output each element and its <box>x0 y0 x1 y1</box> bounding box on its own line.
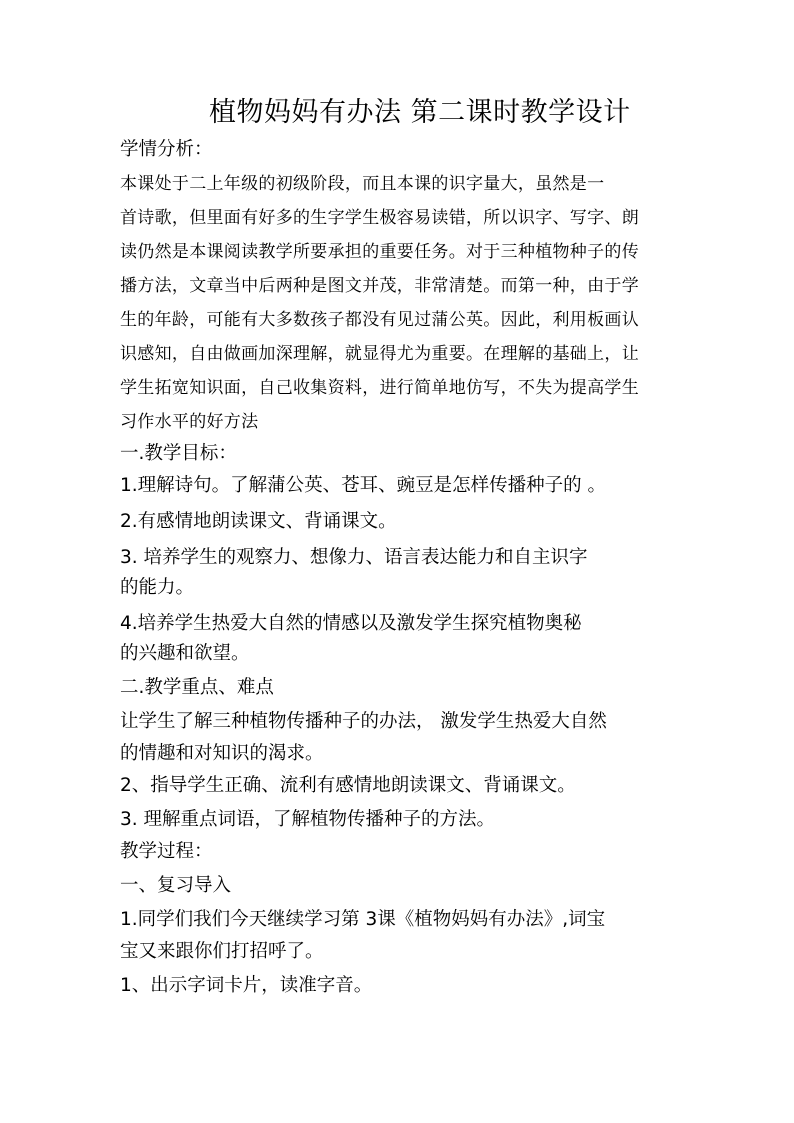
paragraph-line: 本课处于二上年级的初级阶段，而且本课的识字量大，虽然是一 <box>120 174 605 194</box>
process-step: 1、出示字词卡片，读准字音。 <box>120 975 373 996</box>
key-point-item: 2、指导学生正确、流利有感情地朗读课文、背诵课文。 <box>120 775 576 796</box>
objective-item: 1.理解诗句。了解蒲公英、苍耳、豌豆是怎样传播种子的 。 <box>120 475 607 496</box>
paragraph-line: 生的年龄，可能有大多数孩子都没有见过蒲公英。因此，利用板画认 <box>120 310 639 330</box>
section-heading-process: 教学过程： <box>120 841 213 862</box>
paragraph-line: 识感知，自由做画加深理解，就显得尤为重要。在理解的基础上，让 <box>120 344 639 364</box>
objective-item: 2.有感情地朗读课文、背诵课文。 <box>120 511 397 532</box>
process-step: 1.同学们我们今天继续学习第 3课《植物妈妈有办法》,词宝 <box>120 909 606 930</box>
paragraph-line: 播方法，文章当中后两种是图文并茂，非常清楚。而第一种，由于学 <box>120 276 639 296</box>
key-point-item-continued: 的情趣和对知识的渴求。 <box>120 743 324 764</box>
section-heading-key-points: 二.教学重点、难点 <box>120 677 274 698</box>
paragraph-line: 首诗歌，但里面有好多的生字学生极容易读错，所以识字、写字、朗 <box>120 208 639 228</box>
objective-item: 3. 培养学生的观察力、想像力、语言表达能力和自主识字 <box>120 547 588 568</box>
objective-item-continued: 的能力。 <box>120 577 195 598</box>
key-point-item: 3. 理解重点词语，了解植物传播种子的方法。 <box>120 809 496 830</box>
key-point-item: 让学生了解三种植物传播种子的办法， 激发学生热爱大自然 <box>120 711 607 732</box>
objective-item: 4.培养学生热爱大自然的情感以及激发学生探究植物奥秘 <box>120 613 582 634</box>
objective-item-continued: 的兴趣和欲望。 <box>120 643 250 664</box>
paragraph-line: 读仍然是本课阅读教学所要承担的重要任务。对于三种植物种子的传 <box>120 242 639 262</box>
document-title: 植物妈妈有办法 第二课时教学设计 <box>209 97 631 128</box>
process-step-heading: 一、复习导入 <box>120 875 232 896</box>
paragraph-line: 学生拓宽知识面，自己收集资料，进行简单地仿写，不失为提高学生 <box>120 378 639 398</box>
section-heading-objectives: 一.教学目标： <box>120 443 237 464</box>
section-heading-situation: 学情分析： <box>120 139 213 160</box>
process-step-continued: 宝又来跟你们打招呼了。 <box>120 941 324 962</box>
paragraph-line: 习作水平的好方法 <box>120 412 259 432</box>
